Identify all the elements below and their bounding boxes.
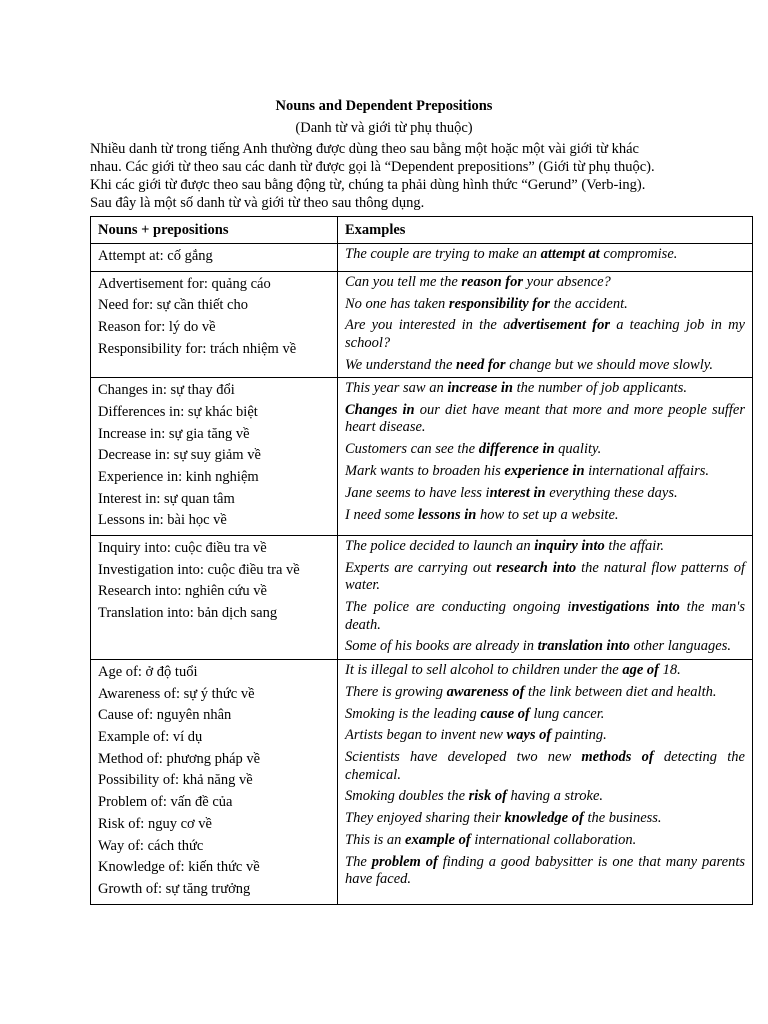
example-highlight: increase in <box>447 380 513 397</box>
example-text-before: The police are conducting ongoing i <box>345 599 572 616</box>
example-highlight: need for <box>456 356 506 373</box>
noun-preposition-item: Awareness of: sự ý thức về <box>98 685 255 702</box>
intro-line: Nhiều danh từ trong tiếng Anh thường được dùng theo sau bằng một hoặc một vài giới từ khác <box>90 141 639 157</box>
intro-line: Sau đây là một số danh từ và giới từ theo sau thông dụng. <box>90 195 425 211</box>
noun-preposition-item: Inquiry into: cuộc điều tra về <box>98 540 267 557</box>
example-text-after: a teaching job in my school? <box>345 317 745 351</box>
example-text-after: our diet have meant that more and more people suffer heart disease. <box>345 401 745 436</box>
example-highlight: awareness of <box>446 683 525 700</box>
example-highlight: nvestigations into <box>571 599 680 616</box>
example-text-before: I need some <box>345 506 418 523</box>
example-highlight: attempt at <box>540 246 600 262</box>
example-text-after: 18. <box>658 661 681 678</box>
table-row <box>91 378 753 536</box>
example-sentence <box>345 810 745 828</box>
example-text-after: quality. <box>554 441 602 458</box>
example-sentence <box>345 749 745 784</box>
example-text-before: The <box>345 853 372 870</box>
example-highlight: Changes in <box>345 401 415 418</box>
example-text-after: compromise. <box>599 246 678 262</box>
example-highlight: reason for <box>461 273 524 290</box>
example-text-after: everything these days. <box>545 484 678 501</box>
intro-line: Khi các giới từ được theo sau bằng động từ, chúng ta phải dùng hình thức “Gerund” (Verb-ing). <box>90 177 646 193</box>
example-text-before: This is an <box>345 831 406 848</box>
example-sentence <box>345 485 745 503</box>
table-row <box>91 659 753 904</box>
noun-preposition-item: Differences in: sự khác biệt <box>98 403 258 420</box>
example-text-before: Are you interested in the a <box>345 317 511 334</box>
noun-preposition-item: Risk of: nguy cơ về <box>98 815 212 832</box>
noun-preposition-item: Lessons in: bài học về <box>98 512 227 529</box>
table-header-row <box>91 217 753 244</box>
example-text-before: Jane seems to have less i <box>345 484 490 501</box>
noun-preposition-item: Possibility of: khả năng về <box>98 772 253 789</box>
example-text-before: The police decided to launch an <box>345 538 535 555</box>
example-sentence <box>345 402 745 437</box>
table-row <box>91 244 753 272</box>
nouns-cell <box>91 271 338 377</box>
example-sentence <box>345 832 745 850</box>
example-text-after: the natural flow patterns of water. <box>345 559 745 594</box>
example-text-after: the number of job applicants. <box>512 380 687 397</box>
example-highlight: research into <box>496 559 577 576</box>
example-text-after: how to set up a website. <box>476 506 619 523</box>
example-highlight: knowledge of <box>504 810 584 827</box>
example-highlight: translation into <box>537 638 630 655</box>
examples-cell <box>338 659 753 904</box>
noun-preposition-item: Research into: nghiên cứu về <box>98 583 267 600</box>
example-text-after: the business. <box>583 810 662 827</box>
examples-cell <box>338 271 753 377</box>
nouns-prepositions-table <box>90 216 753 905</box>
example-sentence <box>345 380 745 398</box>
noun-preposition-item: Need for: sự cần thiết cho <box>98 297 248 314</box>
example-text-after: international affairs. <box>584 462 709 479</box>
noun-preposition-item: Method of: phương pháp về <box>98 750 261 767</box>
example-sentence <box>345 538 745 556</box>
noun-preposition-item: Interest in: sự quan tâm <box>98 490 235 507</box>
noun-preposition-item: Way of: cách thức <box>98 837 204 854</box>
example-sentence <box>345 727 745 745</box>
example-text-before: Some of his books are already in <box>345 638 538 655</box>
noun-preposition-item: Example of: ví dụ <box>98 729 203 746</box>
example-sentence <box>345 317 745 352</box>
example-highlight: lessons in <box>417 506 477 523</box>
example-sentence <box>345 357 745 375</box>
example-sentence <box>345 662 745 680</box>
noun-preposition-item: Age of: ở độ tuổi <box>98 663 198 680</box>
noun-preposition-item: Problem of: vấn đề của <box>98 794 233 811</box>
nouns-cell <box>91 659 338 904</box>
example-text-after: the accident. <box>550 295 628 312</box>
example-highlight: inquiry into <box>534 538 605 555</box>
header-nouns: Nouns + prepositions <box>91 217 338 244</box>
example-text-after: the affair. <box>604 538 664 555</box>
intro-line: nhau. Các giới từ theo sau các danh từ được gọi là “Dependent prepositions” (Giới từ phụ thuộc). <box>90 159 655 175</box>
example-sentence <box>345 788 745 806</box>
example-text-before: Artists began to invent new <box>345 727 507 744</box>
example-highlight: responsibility for <box>448 295 551 312</box>
example-sentence <box>345 599 745 634</box>
example-highlight: problem of <box>371 853 438 870</box>
examples-cell <box>338 244 753 272</box>
example-text-before: We understand the <box>345 356 457 373</box>
noun-preposition-item: Growth of: sự tăng trưởng <box>98 880 251 897</box>
table-body <box>91 244 753 905</box>
document-title: Nouns and Dependent Prepositions <box>275 98 493 114</box>
noun-preposition-item: Responsibility for: trách nhiệm về <box>98 340 297 357</box>
nouns-cell <box>91 378 338 536</box>
noun-preposition-item: Decrease in: sự suy giảm về <box>98 447 261 464</box>
nouns-cell <box>91 244 338 272</box>
noun-preposition-item: Knowledge of: kiến thức về <box>98 859 260 876</box>
example-sentence <box>345 854 745 889</box>
noun-preposition-item: Increase in: sự gia tăng về <box>98 425 250 442</box>
table-row <box>91 271 753 377</box>
example-highlight: ways of <box>506 727 552 744</box>
example-sentence <box>345 441 745 459</box>
noun-preposition-item: Experience in: kinh nghiệm <box>98 468 259 485</box>
example-text-after: detecting the chemical. <box>345 749 745 783</box>
example-text-after: lung cancer. <box>529 705 605 722</box>
example-text-after: international collaboration. <box>470 831 637 848</box>
example-text-before: There is growing <box>345 683 447 700</box>
noun-preposition-item: Changes in: sự thay đổi <box>98 382 235 399</box>
nouns-cell <box>91 536 338 660</box>
intro-paragraph <box>90 140 690 212</box>
examples-cell <box>338 536 753 660</box>
example-highlight: difference in <box>478 441 555 458</box>
example-highlight: methods of <box>581 749 654 766</box>
example-text-before: The couple are trying to make an <box>345 246 541 262</box>
example-sentence <box>345 246 745 264</box>
example-text-after: finding a good babysitter is one that many parents have faced. <box>345 853 745 888</box>
example-text-after: the man's death. <box>345 599 745 633</box>
example-highlight: risk of <box>468 788 507 805</box>
example-text-after: painting. <box>551 727 607 744</box>
noun-preposition-item: Investigation into: cuộc điều tra về <box>98 561 300 578</box>
example-sentence <box>345 706 745 724</box>
examples-cell <box>338 378 753 536</box>
example-sentence <box>345 638 745 656</box>
example-text-before: They enjoyed sharing their <box>345 810 505 827</box>
noun-preposition-item: Advertisement for: quảng cáo <box>98 275 271 292</box>
example-highlight: dvertisement for <box>510 317 610 334</box>
example-sentence <box>345 274 745 292</box>
example-highlight: age of <box>622 661 659 678</box>
example-text-after: change but we should move slowly. <box>505 356 713 373</box>
example-text-before: No one has taken <box>345 295 449 312</box>
example-sentence <box>345 507 745 525</box>
example-sentence <box>345 463 745 481</box>
example-text-after: the link between diet and health. <box>524 683 717 700</box>
example-text-before: Scientists have developed two new <box>345 749 582 766</box>
example-sentence <box>345 684 745 702</box>
example-text-before: Can you tell me the <box>345 273 462 290</box>
example-highlight: example of <box>405 831 471 848</box>
example-highlight: nterest in <box>489 484 546 501</box>
noun-preposition-item: Translation into: bản dịch sang <box>98 605 278 622</box>
document-subtitle: (Danh từ và giới từ phụ thuộc) <box>295 120 473 136</box>
header-examples: Examples <box>338 217 753 244</box>
example-text-before: Customers can see the <box>345 441 479 458</box>
example-text-before: This year saw an <box>345 380 448 397</box>
noun-preposition-item: Attempt at: cố gắng <box>98 248 213 264</box>
example-text-after: your absence? <box>523 273 611 290</box>
example-sentence <box>345 560 745 595</box>
example-text-before: Experts are carrying out <box>345 559 497 576</box>
example-sentence <box>345 296 745 314</box>
example-text-after: having a stroke. <box>506 788 604 805</box>
example-text-before: Mark wants to broaden his <box>345 462 505 479</box>
example-highlight: experience in <box>504 462 585 479</box>
example-text-before: It is illegal to sell alcohol to children under the <box>345 661 623 678</box>
example-text-after: other languages. <box>629 638 732 655</box>
example-highlight: cause of <box>480 705 530 722</box>
table-row <box>91 536 753 660</box>
example-text-before: Smoking doubles the <box>345 788 469 805</box>
example-text-before: Smoking is the leading <box>345 705 481 722</box>
noun-preposition-item: Reason for: lý do về <box>98 319 216 336</box>
noun-preposition-item: Cause of: nguyên nhân <box>98 707 232 724</box>
